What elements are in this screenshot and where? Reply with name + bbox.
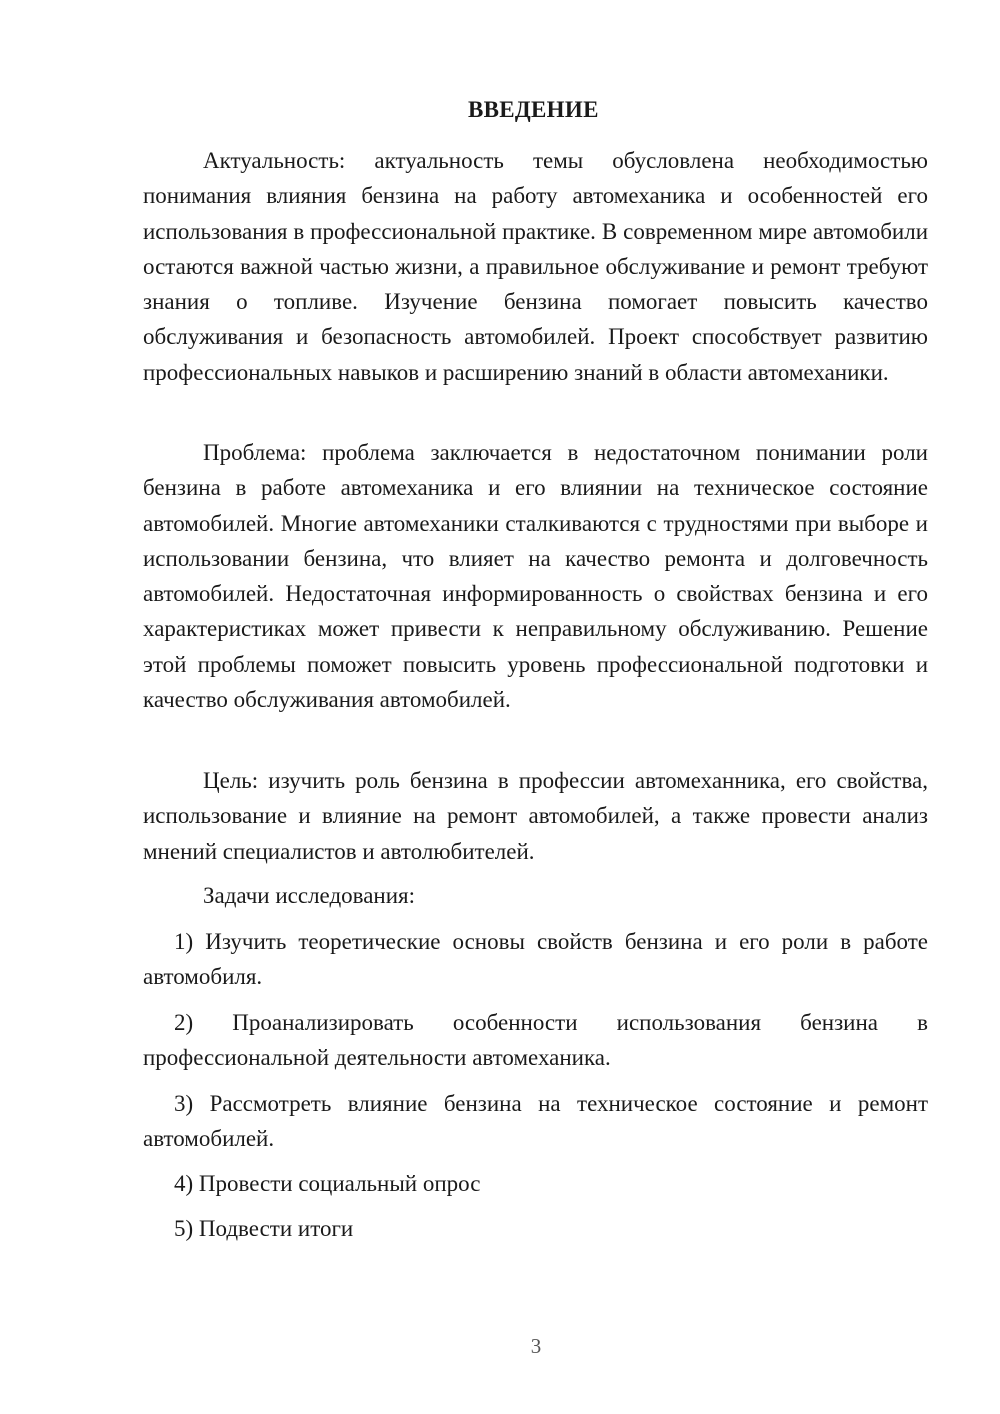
paragraph-problem: Проблема: проблема заключается в недостаточном понимании роли бензина в работе автомеханика и его влиянии на техническое состояние автомобилей. Многие автомеханики сталкиваются с трудностями при выборе и использовании бензина, что влияет на качество ремонта и долговечность автомобилей. Недостаточная информированность о свойствах бензина и его характеристиках может привести к неправильному обслуживанию. Решение этой проблемы поможет повысить уровень профессиональной подготовки и качество обслуживания автомобилей.	[143, 440, 928, 713]
task-item-4: 4) Провести социальный опрос	[174, 1171, 481, 1196]
task-item-5: 5) Подвести итоги	[174, 1216, 354, 1241]
page-number: 3	[530, 1334, 542, 1358]
page-title-text: ВВЕДЕНИЕ	[468, 97, 599, 122]
task-item-3: 3) Рассмотреть влияние бензина на техническое состояние и ремонт автомобилей.	[143, 1091, 928, 1152]
tasks-title: Задачи исследования:	[203, 883, 416, 908]
paragraph-relevance: Актуальность: актуальность темы обусловлена необходимостью понимания влияния бензина на работу автомеханика и особенностей его использования в профессиональной практике. В современном мире автомобили остаются важной частью жизни, а правильное обслуживание и ремонт требуют знания о топливе. Изучение бензина помогает повысить качество обслуживания и безопасность автомобилей. Проект способствует развитию профессиональных навыков и расширению знаний в области автомеханики.	[143, 148, 928, 385]
task-item-2: 2) Проанализировать особенности использования бензина в профессиональной деятельности автомеханика.	[143, 1010, 928, 1071]
page-title	[72, 92, 1000, 127]
task-item-1: 1) Изучить теоретические основы свойств бензина и его роли в работе автомобиля.	[143, 929, 928, 990]
paragraph-goal: Цель: изучить роль бензина в профессии автомеханника, его свойства, использование и влияние на ремонт автомобилей, а также провести анализ мнений специалистов и автолюбителей.	[143, 768, 928, 864]
